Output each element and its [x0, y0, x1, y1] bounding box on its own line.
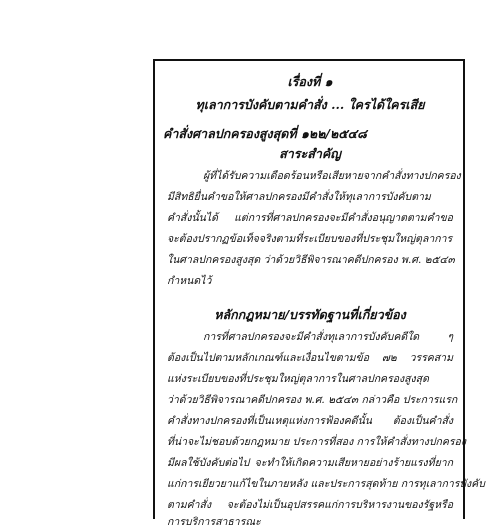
summary-line: ผู้ที่ได้รับความเดือดร้อนหรือเสียหายจากคำสั่งทางปกครอง	[203, 170, 461, 182]
principles-line: ต้องเป็นไปตามหลักเกณฑ์และเงื่อนไขตามข้อ ๗๒ วรรคสาม	[167, 352, 453, 364]
story-title: ทุเลาการบังคับตามคำสั่ง ... ใครได้ใครเสีย	[195, 97, 425, 112]
principles-line: การที่ศาลปกครองจะมีคำสั่งทุเลาการบังคับคดีใด ๆ	[203, 331, 453, 343]
principles-line: แก่การเยียวยาแก้ไขในภายหลัง และประการสุดท้าย การทุเลาการบังคับ	[167, 478, 485, 490]
order-reference: คำสั่งศาลปกครองสูงสุดที่ ๑๒๒/๒๕๔๘	[163, 126, 367, 141]
document-page	[153, 59, 485, 528]
summary-line: กำหนดไว้	[167, 275, 212, 287]
summary-line: จะต้องปรากฏข้อเท็จจริงตามที่ระเบียบของที่ประชุมใหญ่ตุลาการ	[167, 233, 453, 245]
principles-line: การบริการสาธารณะ	[167, 516, 261, 528]
principles-line: ตามคำสั่ง จะต้องไม่เป็นอุปสรรคแก่การบริหารงานของรัฐหรือ	[167, 499, 453, 511]
summary-heading: สาระสำคัญ	[279, 146, 341, 161]
principles-line: มีผลใช้บังคับต่อไป จะทำให้เกิดความเสียหายอย่างร้ายแรงที่ยาก	[167, 457, 453, 469]
principles-line: ที่น่าจะไม่ชอบด้วยกฎหมาย ประการที่สอง การให้คำสั่งทางปกครอง	[167, 436, 466, 448]
principles-line: แห่งระเบียบของที่ประชุมใหญ่ตุลาการในศาลปกครองสูงสุด	[167, 373, 429, 385]
summary-line: ในศาลปกครองสูงสุด ว่าด้วยวิธีพิจารณาคดีปกครอง พ.ศ. ๒๕๔๓	[167, 254, 455, 266]
principles-line: ว่าด้วยวิธีพิจารณาคดีปกครอง พ.ศ. ๒๕๔๓ กล่าวคือ ประการแรก	[167, 394, 458, 406]
principles-line: คำสั่งทางปกครองที่เป็นเหตุแห่งการฟ้องคดีนั้น ต้องเป็นคำสั่ง	[167, 415, 453, 427]
story-number: เรื่องที่ ๑	[287, 74, 333, 89]
principles-heading: หลักกฎหมาย/บรรทัดฐานที่เกี่ยวข้อง	[214, 307, 406, 322]
summary-line: มีสิทธิยื่นคำขอให้ศาลปกครองมีคำสั่งให้ทุเลาการบังคับตาม	[167, 191, 431, 203]
summary-line: คำสั่งนั้นได้ แต่การที่ศาลปกครองจะมีคำสั่งอนุญาตตามคำขอ	[167, 212, 453, 224]
